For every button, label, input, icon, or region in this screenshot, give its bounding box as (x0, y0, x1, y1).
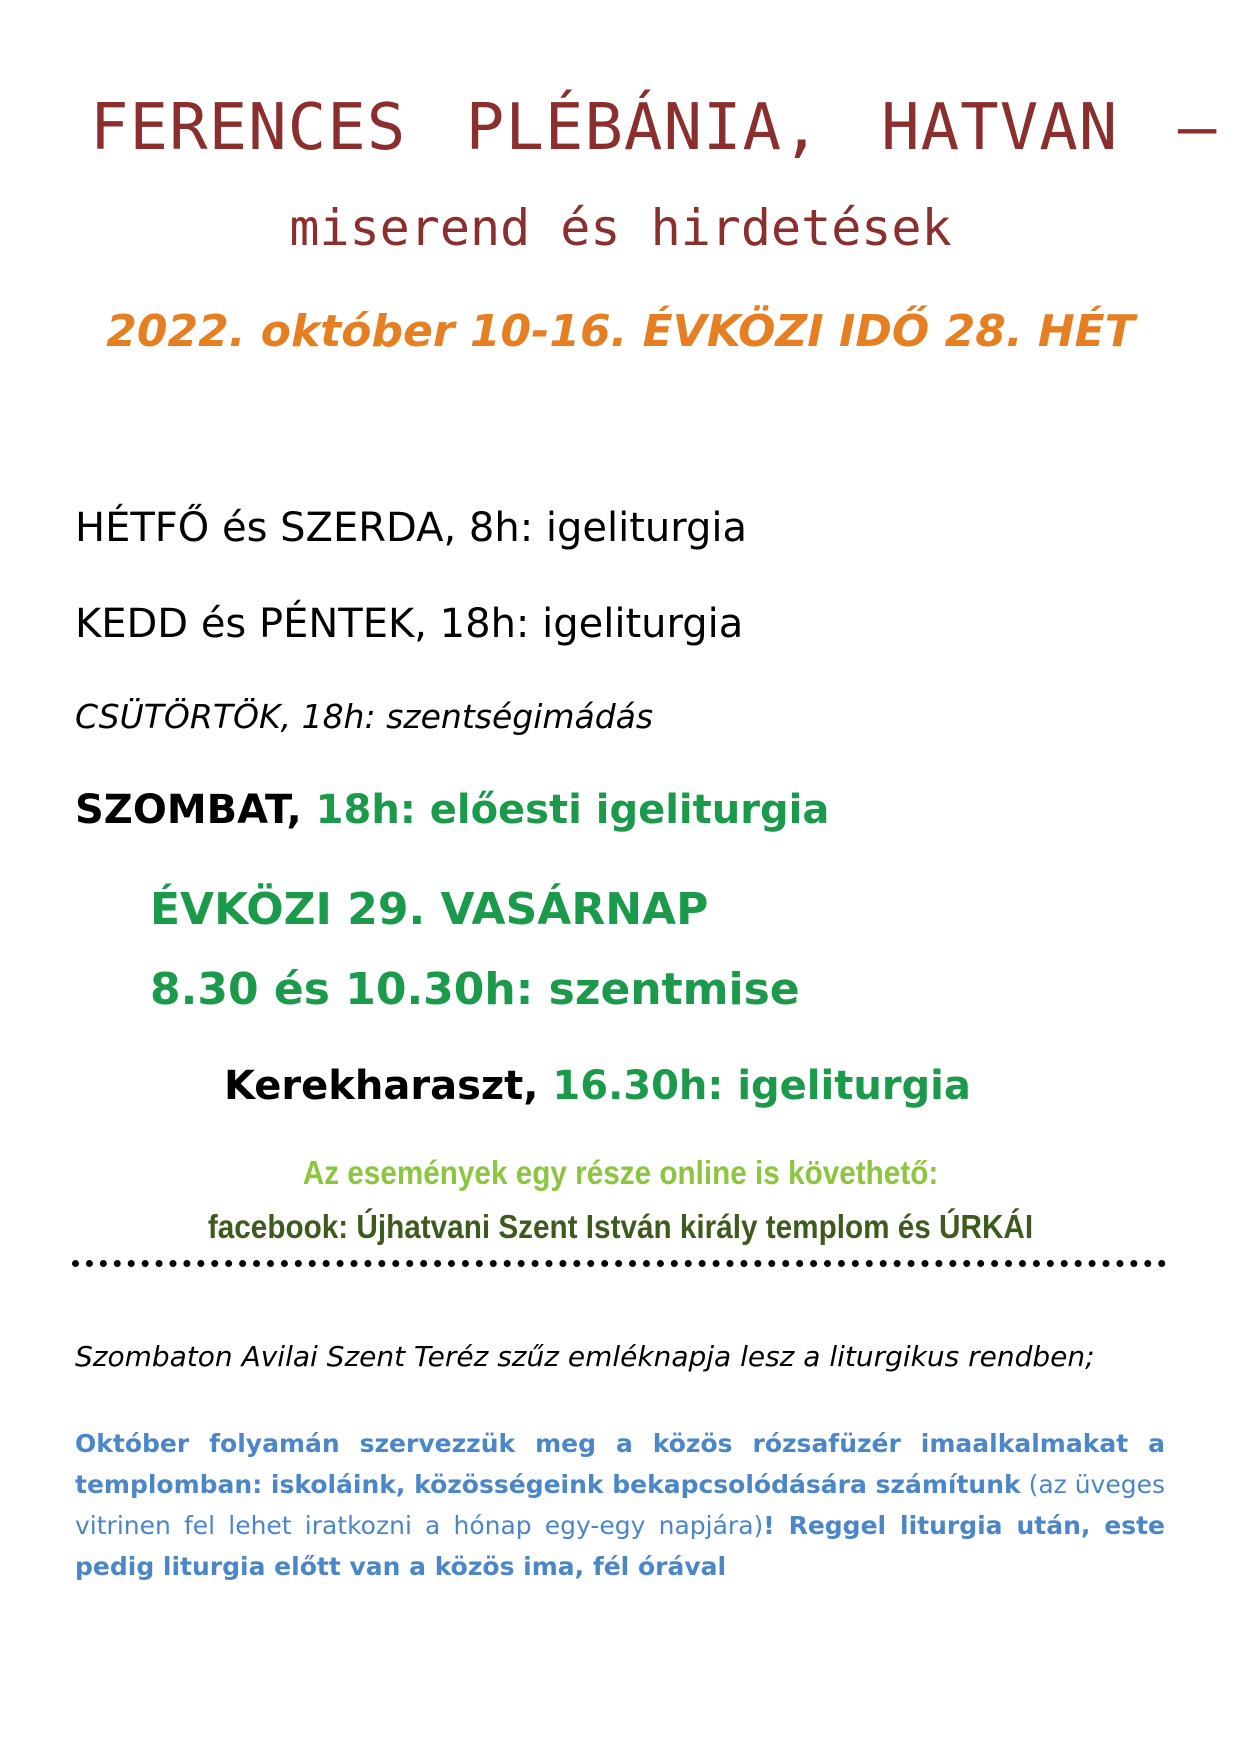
rosary-text-bold-2: ! Reggel liturgia után, este pedig liturgia előtt van a közös ima, fél órával (75, 1511, 1166, 1581)
kerekharaszt-event: 16.30h: igeliturgia (552, 1063, 971, 1109)
schedule-monday-wednesday: HÉTFŐ és SZERDA, 8h: igeliturgia (75, 505, 748, 551)
week-heading: 2022. október 10-16. ÉVKÖZI IDŐ 28. HÉT (106, 306, 1135, 357)
online-notice: Az események egy része online is követhető: (302, 1154, 939, 1191)
schedule-thursday: CSÜTÖRTÖK, 18h: szentségimádás (75, 697, 654, 736)
parish-title: FERENCES PLÉBÁNIA, HATVAN – (90, 91, 1218, 165)
feast-notice: Szombaton Avilai Szent Teréz szűz emléknapja lesz a liturgikus rendben; (75, 1340, 1095, 1373)
page-subtitle: miserend és hirdetések (289, 199, 952, 257)
sunday-mass-times: 8.30 és 10.30h: szentmise (150, 964, 800, 1015)
dotted-divider (72, 1260, 1166, 1267)
kerekharaszt-place: Kerekharaszt, (224, 1063, 553, 1109)
saturday-event: 18h: előesti igeliturgia (315, 787, 830, 833)
sunday-title: ÉVKÖZI 29. VASÁRNAP (150, 884, 709, 935)
rosary-text-bold-1: Október folyamán szervezzük meg a közös rózsafüzér imaalkalmakat a templomban: iskoláink, közösségeink bekapcsolódására számítunk (75, 1429, 1165, 1499)
rosary-text-normal: (az üveges vitrinen fel lehet iratkozni a hónap egy-egy napjára) (75, 1470, 1166, 1540)
facebook-notice: facebook: Újhatvani Szent István király templom és ÚRKÁI (207, 1208, 1034, 1245)
saturday-day-label: SZOMBAT, (75, 787, 316, 833)
rosary-announcement (75, 1423, 1165, 1587)
schedule-saturday (75, 784, 829, 836)
schedule-kerekharaszt (224, 1060, 971, 1112)
schedule-tuesday-friday: KEDD és PÉNTEK, 18h: igeliturgia (75, 601, 744, 647)
